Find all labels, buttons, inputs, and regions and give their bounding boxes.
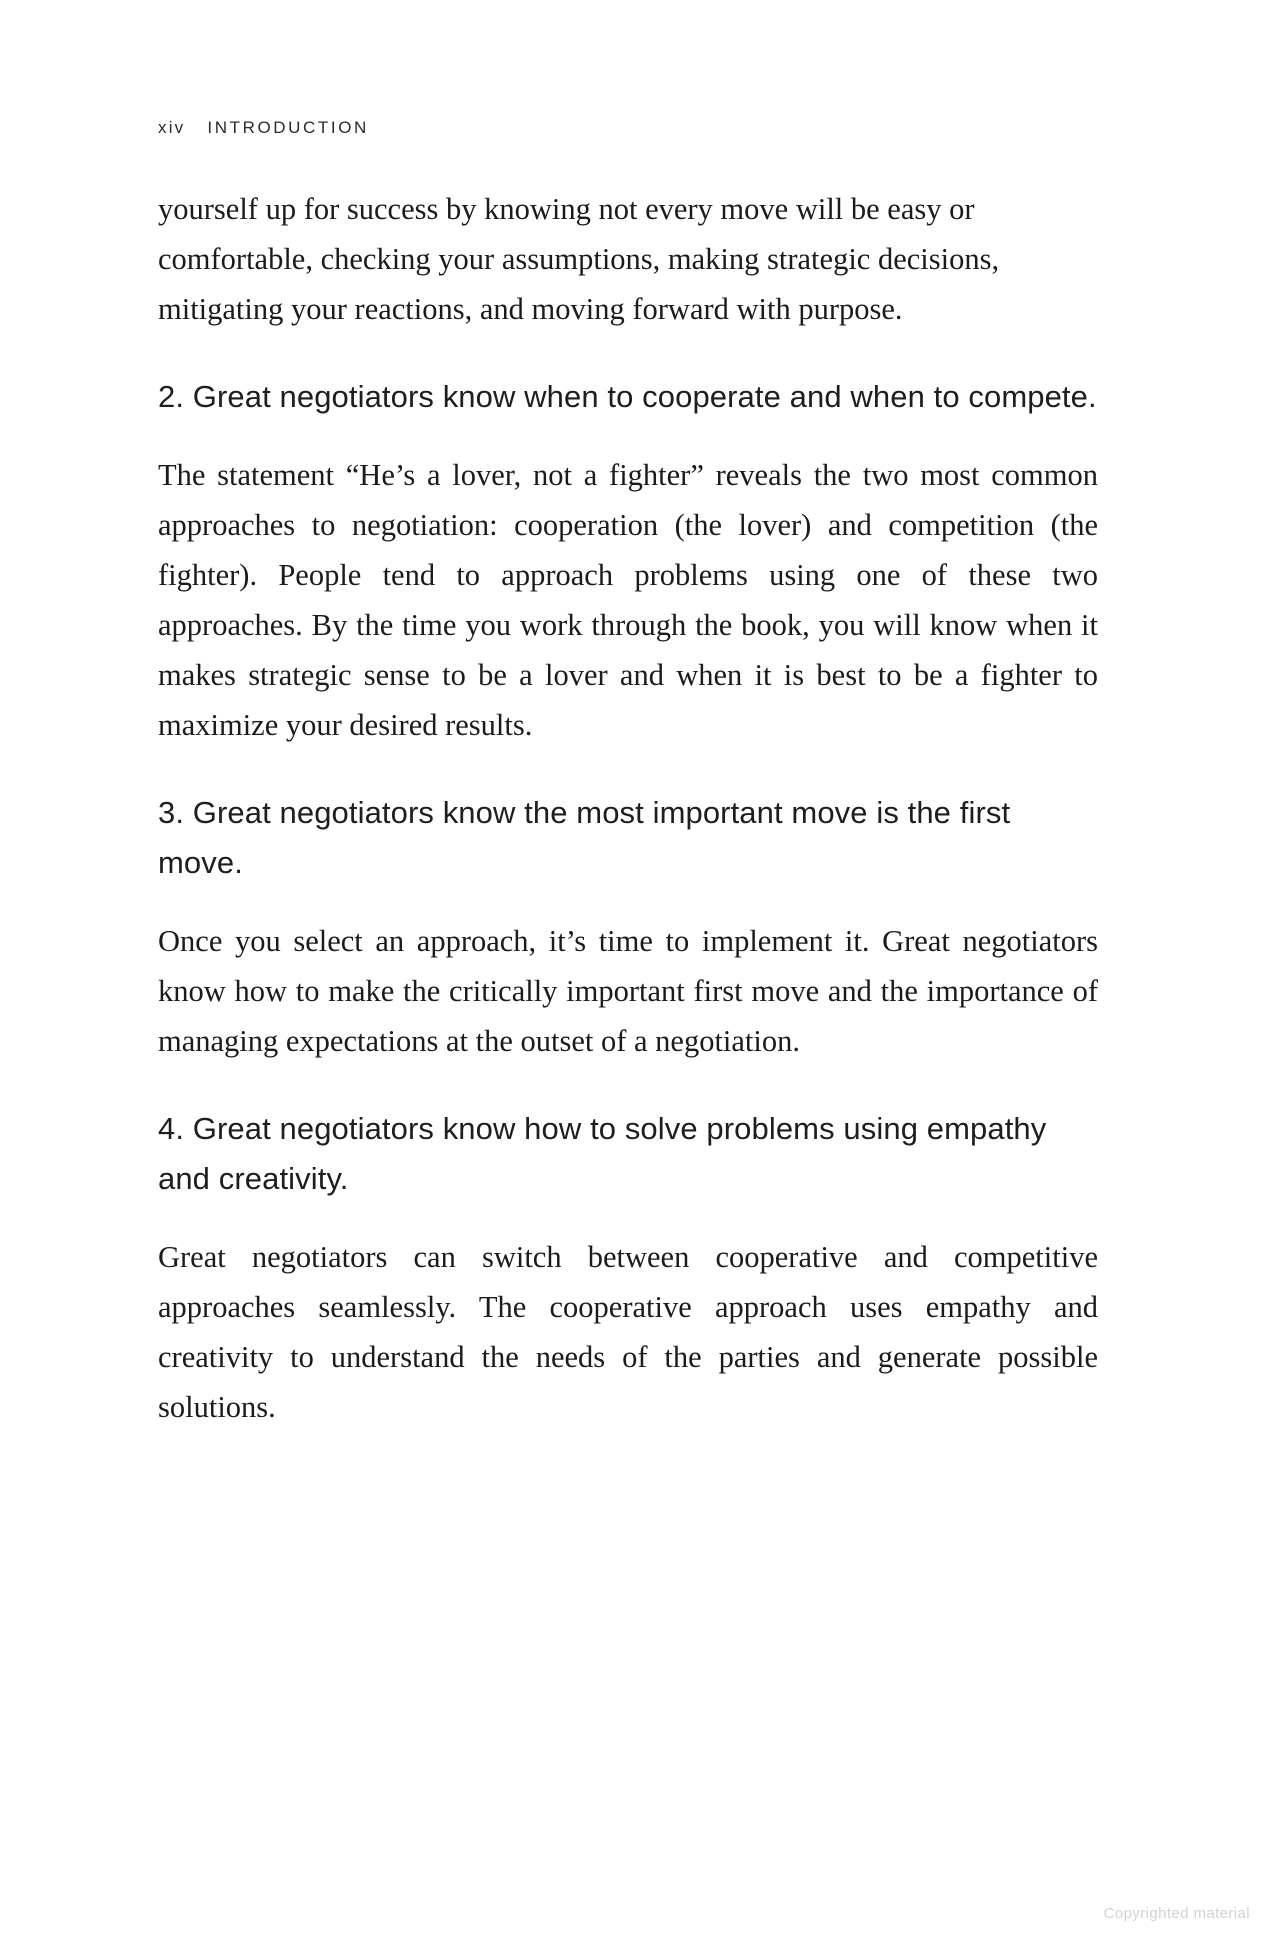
paragraph-continued: yourself up for success by knowing not every move will be easy or comfortable, checking your assumptions, making strategic decisions, mitigating your reactions, and moving forward with purpose. [158,192,1000,327]
paragraph-point-2: The statement “He’s a lover, not a fighter” reveals the two most common approaches to negotiation: cooperation (the lover) and competition (the fighter). People tend to approach problems using one of these two approaches. By the time you work through the book, you will know when it makes strategic sense to be a lover and when it is best to be a fighter to maximize your desired results. [158,458,1098,743]
page-content [158,118,1098,1462]
heading-point-3: 3. Great negotiators know the most important move is the first move. [158,795,1011,881]
page-folio: xiv [158,118,186,137]
heading-point-4: 4. Great negotiators know how to solve problems using empathy and creativity. [158,1111,1047,1197]
heading-point-2: 2. Great negotiators know when to cooperate and when to compete. [158,379,1097,415]
copyright-watermark: Copyrighted material [1103,1905,1250,1922]
paragraph-point-3: Once you select an approach, it’s time to implement it. Great negotiators know how to make the critically important first move and the importance of managing expectations at the outset of a negotiation. [158,924,1098,1059]
running-head-section: INTRODUCTION [207,118,369,137]
running-head [158,118,1098,138]
paragraph-point-4: Great negotiators can switch between cooperative and competitive approaches seamlessly. The cooperative approach uses empathy and creativity to understand the needs of the parties and generate possible solutions. [158,1240,1098,1425]
